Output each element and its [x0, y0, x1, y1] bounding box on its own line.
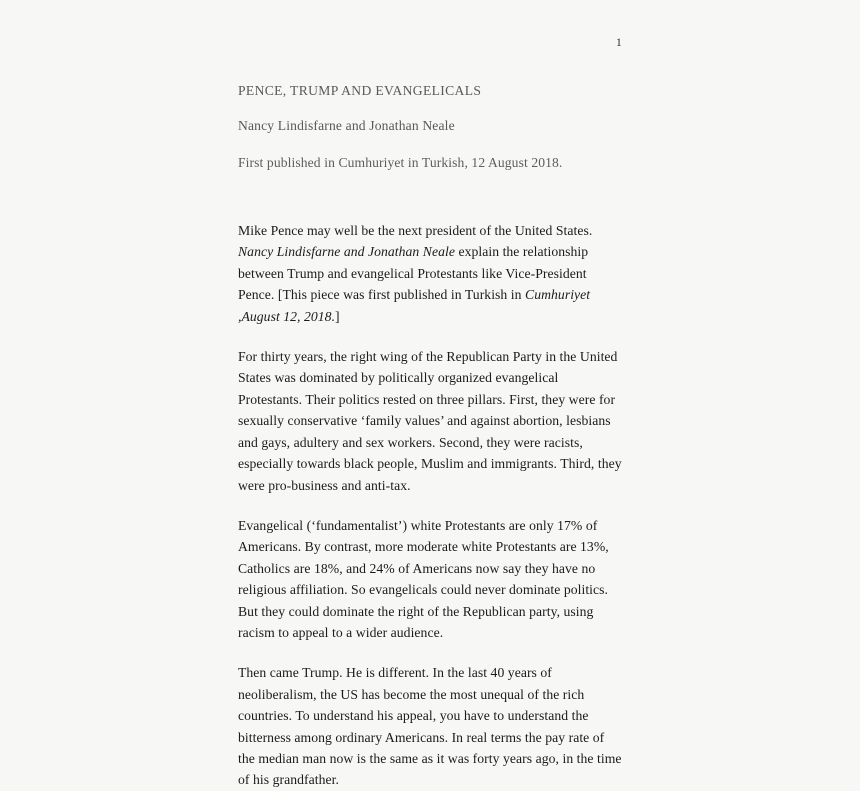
- paragraph-2: [238, 346, 622, 496]
- body-text: [238, 220, 622, 791]
- author-byline: Nancy Lindisfarne and Jonathan Neale: [238, 118, 455, 134]
- emphasized-text: Nancy Lindisfarne and Jonathan Neale: [238, 244, 455, 260]
- body-text-run: For thirty years, the right wing of the Republican Party in the United States was dominated by politically organized evangelical Protestants. Their politics rested on three pillars. First, they were for sexually conservative ‘family values’ and against abortion, lesbians and gays, adultery and sex workers. Second, they were racists, especially towards black people, Muslim and immigrants. Third, they were pro-business and anti-tax.: [238, 349, 622, 493]
- page-title: PENCE, TRUMP AND EVANGELICALS: [238, 83, 482, 98]
- page-number: 1: [616, 37, 622, 49]
- document-content: [238, 82, 622, 791]
- emphasized-text: Cumhuriyet ,August 12, 2018.: [238, 287, 591, 324]
- paragraph-3: [238, 515, 622, 643]
- paragraph-4: [238, 662, 622, 790]
- body-text-run: explain the relationship between Trump and evangelical Protestants like Vice-President Pence. [This piece was first published in Turkish in: [238, 244, 589, 303]
- body-text-run: Evangelical (‘fundamentalist’) white Protestants are only 17% of Americans. By contrast, more moderate white Protestants are 13%, Catholics are 18%, and 24% of Americans now say they have no religious affiliation. So evangelicals could never dominate politics. But they could dominate the right of the Republican party, using racism to appeal to a wider audience.: [238, 517, 609, 640]
- paragraph-1: [238, 220, 622, 327]
- body-text-run: Mike Pence may well be the next president of the United States.: [238, 223, 593, 239]
- body-text-run: ]: [335, 308, 340, 324]
- publication-note: First published in Cumhuriyet in Turkish, 12 August 2018.: [238, 154, 563, 170]
- body-text-run: Then came Trump. He is different. In the last 40 years of neoliberalism, the US has become the most unequal of the rich countries. To understand his appeal, you have to understand the bitterness among ordinary Americans. In real terms the pay rate of the median man now is the same as it was forty years ago, in the time of his grandfather.: [238, 665, 622, 788]
